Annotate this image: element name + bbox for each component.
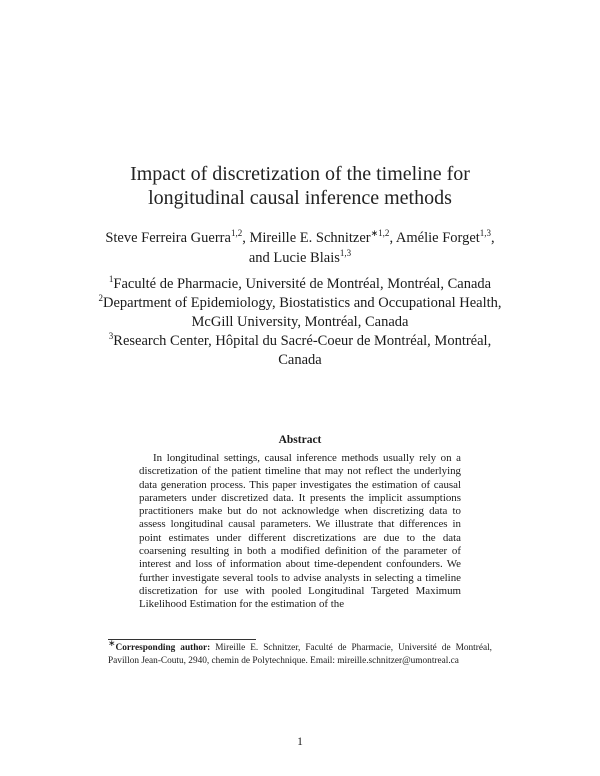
title-line-2: longitudinal causal inference methods bbox=[148, 187, 452, 209]
author-list bbox=[100, 228, 500, 268]
author-affil-sup: ∗1,2 bbox=[370, 228, 390, 239]
page-number: 1 bbox=[297, 736, 303, 748]
affiliation-list bbox=[96, 275, 504, 370]
affiliation-sup: 3 bbox=[108, 331, 114, 342]
author-separator: , bbox=[242, 230, 250, 246]
affiliation-sup: 2 bbox=[98, 293, 103, 304]
footnote-rule bbox=[108, 639, 256, 640]
paper-title bbox=[60, 162, 540, 210]
footnote bbox=[108, 637, 492, 667]
author-affil-sup: 1,3 bbox=[339, 248, 352, 259]
author-name: Steve Ferreira Guerra bbox=[105, 230, 231, 246]
affiliation bbox=[96, 275, 504, 294]
author-affil-sup: 1,2 bbox=[230, 228, 243, 239]
author-name: Lucie Blais bbox=[273, 250, 340, 266]
affiliation-text: Faculté de Pharmacie, Université de Montréal, Montréal, Canada bbox=[113, 276, 492, 292]
author-name: Mireille E. Schnitzer bbox=[249, 230, 371, 246]
affiliation bbox=[96, 332, 504, 370]
author-separator: , bbox=[389, 230, 396, 246]
footnote-text: Mireille E. Schnitzer, Faculté de Pharmacie, Université de Montréal, Pavillon Jean-Coutu, 2940, chemin de Polytechnique. Email: mireille.schnitzer@umontreal.ca bbox=[108, 643, 492, 666]
affiliation-text: Research Center, Hôpital du Sacré-Coeur de Montréal, Montréal, Canada bbox=[113, 333, 492, 368]
abstract-body: In longitudinal settings, causal inference methods usually rely on a discretization of the patient timeline that may not reflect the underlying data generation process. This paper investigates the estimation of causal parameters under discretized data. It presents the implicit assumptions practitioners make but do not acknowledge when discretizing data to assess longitudinal causal parameters. We illustrate that differences in point estimates under different discretizations are due to the data coarsening resulting in both a modified definition of the parameter of interest and loss of information about time-dependent confounders. We further investigate several tools to advise analysts in selecting a timeline discretization for use with pooled Longitudinal Targeted Maximum Likelihood Estimation for the estimation of the bbox=[139, 452, 461, 611]
affiliation bbox=[96, 294, 504, 332]
title-line-1: Impact of discretization of the timeline for bbox=[130, 163, 470, 185]
footnote-label: Corresponding author: bbox=[115, 643, 211, 653]
affiliation-text: Department of Epidemiology, Biostatistics and Occupational Health, McGill University, Montréal, Canada bbox=[102, 295, 502, 330]
author-name: Amélie Forget bbox=[395, 230, 480, 246]
author-affil-sup: 1,3 bbox=[479, 228, 492, 239]
footnote-marker: ∗ bbox=[108, 637, 116, 648]
author-separator: , and bbox=[248, 230, 495, 266]
abstract-heading: Abstract bbox=[278, 434, 322, 446]
affiliation-sup: 1 bbox=[108, 274, 114, 285]
